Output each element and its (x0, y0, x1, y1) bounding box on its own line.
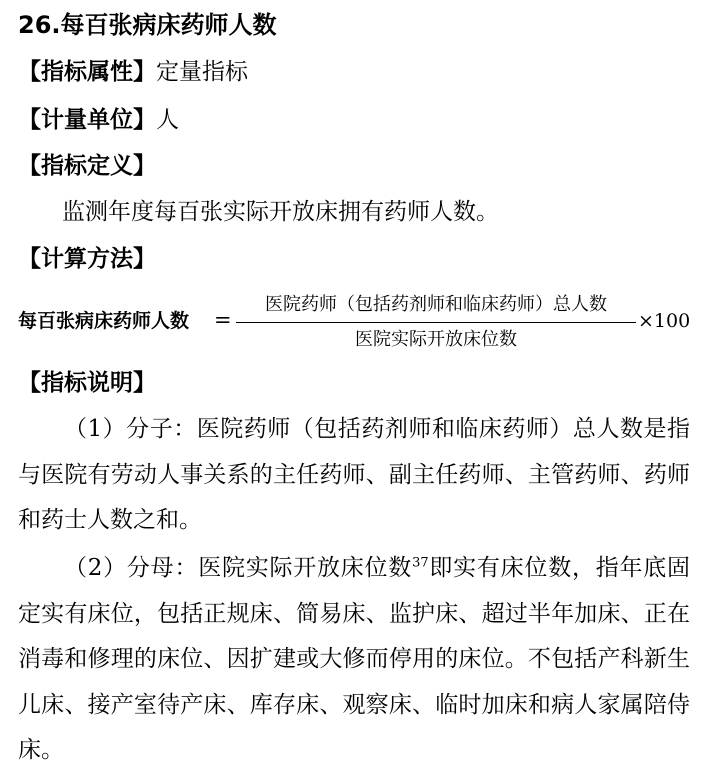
fraction-bar (236, 322, 636, 323)
unit-row (18, 103, 179, 137)
definition-text: 监测年度每百张实际开放床拥有药师人数。 (62, 199, 499, 225)
notes-header: 【指标说明】 (18, 370, 156, 396)
note-paragraph-2 (18, 546, 690, 774)
formula (18, 292, 708, 358)
formula-denominator: 医院实际开放床位数 (355, 329, 517, 350)
unit-value: 人 (156, 107, 179, 133)
note-p2-rest: 即实有床位数，指年底固定实有床位，包括正规床、简易床、监护床、超过半年加床、正在消毒和修理的床位、因扩建或大修而停用的床位。不包括产科新生儿床、接产室待产床、库存床、观察床、临时加床和病人家属陪侍床。 (18, 555, 691, 763)
method-header: 【计算方法】 (18, 246, 156, 272)
attribute-header: 【指标属性】 (18, 59, 156, 85)
footnote-marker: 37 (412, 555, 429, 571)
formula-equals: = (214, 308, 232, 332)
section-title: 26.每百张病床药师人数 (18, 11, 277, 39)
note-p2-start: （2）分母：医院实际开放床位数 (64, 555, 413, 581)
note-paragraph-1: （1）分子：医院药师（包括药剂师和临床药师）总人数是指与医院有劳动人事关系的主任药师、副主任药师、主管药师、药师和药士人数之和。 (18, 416, 690, 533)
formula-lhs: 每百张病床药师人数 (18, 310, 190, 332)
formula-numerator: 医院药师（包括药剂师和临床药师）总人数 (265, 294, 607, 315)
definition-header: 【指标定义】 (18, 153, 156, 179)
formula-multiplier: ×100 (638, 310, 691, 332)
unit-header: 【计量单位】 (18, 107, 156, 133)
attribute-value: 定量指标 (156, 59, 248, 85)
attribute-row (18, 55, 248, 89)
